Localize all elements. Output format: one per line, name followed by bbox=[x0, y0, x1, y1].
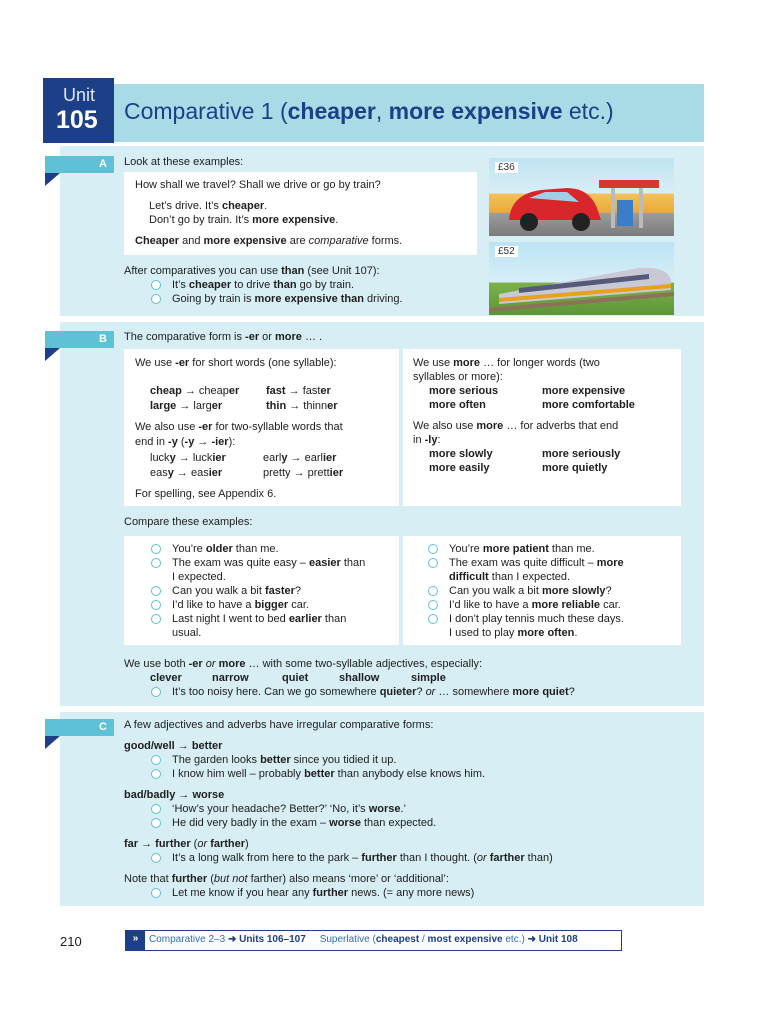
er-example-5: Last night I went to bed earlier than bbox=[172, 613, 347, 625]
further-note: Note that further (but not farther) also means ‘more’ or ‘additional’: bbox=[124, 873, 449, 885]
far-heading: far → further (or farther) bbox=[124, 838, 249, 850]
section-c-intro: A few adjectives and adverbs have irregular comparative forms: bbox=[124, 719, 434, 731]
bullet-icon bbox=[428, 614, 438, 624]
more-example: more slowly bbox=[429, 448, 493, 460]
more-example-4: I’d like to have a more reliable car. bbox=[449, 599, 621, 611]
adverb-rule: We also use more … for adverbs that end bbox=[413, 420, 619, 432]
er-example-1: You’re older than me. bbox=[172, 543, 279, 555]
price-label: £52 bbox=[495, 246, 518, 257]
bullet-icon bbox=[151, 600, 161, 610]
er-example-2b: I expected. bbox=[172, 571, 226, 583]
more-example: more serious bbox=[429, 385, 499, 397]
more-example-2b: difficult than I expected. bbox=[449, 571, 571, 583]
easy-comparative: easy → easier bbox=[150, 467, 223, 479]
adjective-clever: clever bbox=[150, 672, 182, 684]
bullet-icon bbox=[151, 755, 161, 765]
more-example: more comfortable bbox=[542, 399, 635, 411]
spelling-note: For spelling, see Appendix 6. bbox=[135, 488, 277, 500]
more-example: more expensive bbox=[542, 385, 626, 397]
cross-reference-text[interactable]: Comparative 2–3 ➜ Units 106–107 Superlative (cheapest / most expensive etc.) ➜ Unit 108 bbox=[149, 934, 578, 945]
lucky-comparative: lucky → luckier bbox=[150, 452, 226, 464]
more-example-5: I don’t play tennis much these days. bbox=[449, 613, 624, 625]
train-image bbox=[489, 242, 674, 315]
bullet-icon bbox=[151, 818, 161, 828]
bullet-icon bbox=[151, 687, 161, 697]
bullet-icon bbox=[151, 769, 161, 779]
thin-comparative: thin → thinner bbox=[266, 400, 338, 412]
bullet-icon bbox=[151, 614, 161, 624]
further-news-example: Let me know if you hear any further news. (= any more news) bbox=[172, 887, 475, 899]
early-comparative: early → earlier bbox=[263, 452, 337, 464]
compare-intro: Compare these examples: bbox=[124, 516, 253, 528]
section-c-letter: C bbox=[45, 719, 114, 736]
example-line-3: Cheaper and more expensive are comparative forms. bbox=[135, 235, 403, 247]
train-illustration bbox=[489, 242, 674, 315]
more-example-5b: I used to play more often. bbox=[449, 627, 578, 639]
cross-reference-box[interactable] bbox=[125, 930, 622, 951]
worse-example-2: He did very badly in the exam – worse than expected. bbox=[172, 817, 437, 829]
section-c-marker bbox=[45, 736, 60, 749]
car-illustration bbox=[489, 158, 674, 236]
example-line-1: Let’s drive. It’s cheaper. bbox=[149, 200, 268, 212]
section-a-letter: A bbox=[45, 156, 114, 173]
good-well-heading: good/well → better bbox=[124, 740, 223, 752]
bullet-icon bbox=[151, 888, 161, 898]
two-syllable-rule-2: end in -y (-y → -ier): bbox=[135, 436, 236, 448]
adjective-shallow: shallow bbox=[339, 672, 380, 684]
unit-label: Unit bbox=[63, 85, 96, 105]
after-comparatives-rule: After comparatives you can use than (see Unit 107): bbox=[124, 265, 380, 277]
section-b-intro: The comparative form is -er or more … . bbox=[124, 331, 323, 343]
better-example-2: I know him well – probably better than anybody else knows him. bbox=[172, 768, 486, 780]
pretty-comparative: pretty → prettier bbox=[263, 467, 344, 479]
adjective-narrow: narrow bbox=[212, 672, 249, 684]
more-example: more easily bbox=[429, 462, 490, 474]
more-example: more quietly bbox=[542, 462, 608, 474]
worse-example-1: ‘How’s your headache? Better?’ ‘No, it’s worse.’ bbox=[172, 803, 406, 815]
further-example: It’s a long walk from here to the park – further than I thought. (or farther than) bbox=[172, 852, 553, 864]
more-example-3: Can you walk a bit more slowly? bbox=[449, 585, 612, 597]
bad-badly-heading: bad/badly → worse bbox=[124, 789, 225, 801]
adjective-simple: simple bbox=[411, 672, 446, 684]
fast-comparative: fast → faster bbox=[266, 385, 331, 397]
er-example-4: I’d like to have a bigger car. bbox=[172, 599, 309, 611]
section-a-intro: Look at these examples: bbox=[124, 156, 244, 168]
more-rule-2: syllables or more): bbox=[413, 371, 503, 383]
bullet-icon bbox=[151, 804, 161, 814]
er-example-2: The exam was quite easy – easier than bbox=[172, 557, 366, 569]
example-question: How shall we travel? Shall we drive or go by train? bbox=[135, 179, 381, 191]
bullet-icon bbox=[428, 586, 438, 596]
chevron-right-icon: » bbox=[126, 931, 145, 950]
bullet-icon bbox=[151, 853, 161, 863]
er-example-3: Can you walk a bit faster? bbox=[172, 585, 302, 597]
er-example-5b: usual. bbox=[172, 627, 202, 639]
two-syllable-rule: We also use -er for two-syllable words that bbox=[135, 421, 343, 433]
adverb-rule-2: in -ly: bbox=[413, 434, 441, 446]
bullet-icon bbox=[151, 280, 161, 290]
bullet-icon bbox=[151, 586, 161, 596]
large-comparative: large → larger bbox=[150, 400, 223, 412]
page-title: Comparative 1 (cheaper, more expensive etc.) bbox=[124, 98, 614, 124]
er-rule: We use -er for short words (one syllable): bbox=[135, 357, 337, 369]
example-line-2: Don’t go by train. It’s more expensive. bbox=[149, 214, 339, 226]
than-example-1: It’s cheaper to drive than go by train. bbox=[172, 279, 355, 291]
unit-number: 105 bbox=[56, 106, 98, 134]
more-rule: We use more … for longer words (two bbox=[413, 357, 600, 369]
both-forms-rule: We use both -er or more … with some two-syllable adjectives, especially: bbox=[124, 658, 483, 670]
quieter-example: It’s too noisy here. Can we go somewhere quieter? or … somewhere more quiet? bbox=[172, 686, 575, 698]
unit-tab bbox=[43, 78, 114, 143]
adjective-quiet: quiet bbox=[282, 672, 309, 684]
section-a-marker bbox=[45, 173, 60, 186]
car-petrol-station-image bbox=[489, 158, 674, 236]
bullet-icon bbox=[428, 544, 438, 554]
more-example-2: The exam was quite difficult – more bbox=[449, 557, 624, 569]
cheap-comparative: cheap → cheaper bbox=[150, 385, 240, 397]
price-label: £36 bbox=[495, 162, 518, 173]
page-number: 210 bbox=[60, 934, 82, 949]
bullet-icon bbox=[428, 558, 438, 568]
section-b-letter: B bbox=[45, 331, 114, 348]
than-example-2: Going by train is more expensive than driving. bbox=[172, 293, 403, 305]
bullet-icon bbox=[151, 294, 161, 304]
more-example: more often bbox=[429, 399, 486, 411]
better-example-1: The garden looks better since you tidied it up. bbox=[172, 754, 397, 766]
bullet-icon bbox=[151, 544, 161, 554]
more-example: more seriously bbox=[542, 448, 621, 460]
title-bar bbox=[114, 84, 704, 142]
bullet-icon bbox=[151, 558, 161, 568]
bullet-icon bbox=[428, 600, 438, 610]
more-example-1: You’re more patient than me. bbox=[449, 543, 595, 555]
section-b-marker bbox=[45, 348, 60, 361]
